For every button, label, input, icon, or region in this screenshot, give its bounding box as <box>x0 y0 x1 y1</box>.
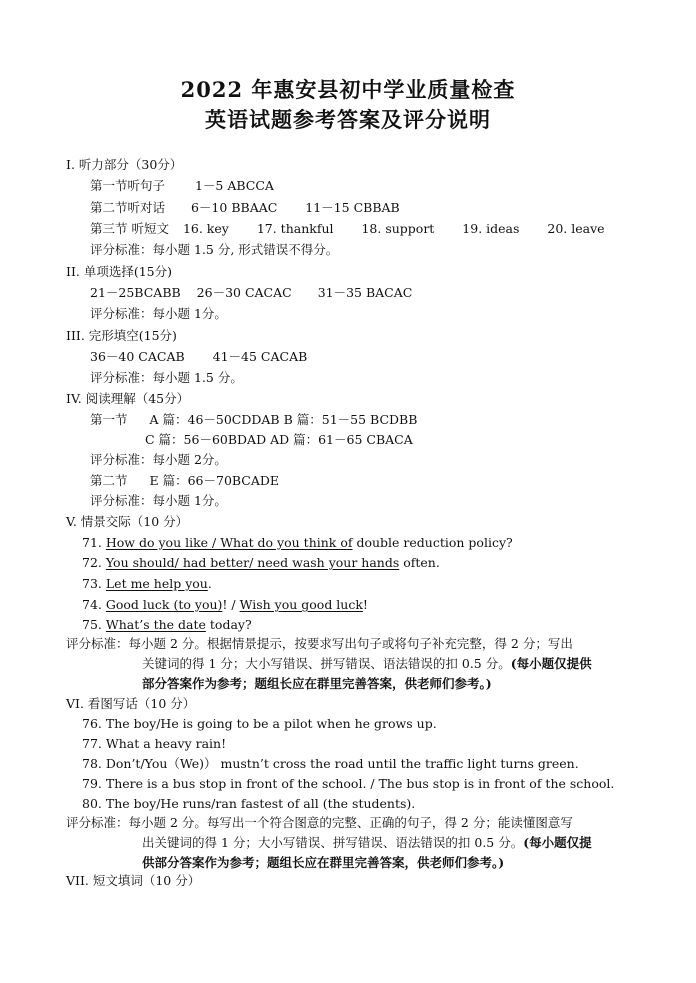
answer-text: 26－30 CACAC <box>196 285 292 300</box>
list-item: 72. You should/ had better/ need wash your hands often. <box>82 555 440 570</box>
list-item: 77. What a heavy rain! <box>82 736 227 751</box>
answer-row <box>90 349 307 365</box>
answer-text: 31－35 BACAC <box>317 285 413 300</box>
answer-row <box>90 473 279 489</box>
list-item: 80. The boy/He runs/ran fastest of all (the students). <box>82 796 416 811</box>
list-item: 74. Good luck (to you)! / Wish you good luck! <box>82 597 368 612</box>
answer-row <box>90 178 274 194</box>
answer-text: 21－25BCABB <box>90 285 181 300</box>
part-label: 第一节 <box>90 412 128 427</box>
section-heading: III. 完形填空(15分) <box>66 328 177 343</box>
list-item: 79. There is a bus stop in front of the school. / The bus stop is in front of the school. <box>82 776 615 791</box>
answer-underlined: What’s the date <box>105 617 206 632</box>
scoring-criteria: 评分标准：每小题 2 分。每写出一个符合图意的完整、正确的句子，得 2 分；能读懂图意写 出关键词的得 1 分；大小写错误、拼写错误、语法错误的扣 0.5 分。(每小题仅提 供部分答案作为参考；题组长应在群里完善答案，供老师们参考。) <box>66 815 592 870</box>
answer-underlined: Let me help you <box>105 576 208 591</box>
list-item: 78. Don’t/You（We)） mustn’t cross the road until the traffic light turns green. <box>82 756 579 771</box>
answer-text: 41－45 CACAB <box>212 349 308 364</box>
document-subtitle: 英语试题参考答案及评分说明 <box>205 107 491 132</box>
section-heading: V. 情景交际（10 分） <box>66 514 189 529</box>
answer-underlined: How do you like / What do you think of <box>105 535 353 550</box>
answer-text: 18. support <box>361 221 435 236</box>
scoring-criteria: 评分标准：每小题 2分。 <box>90 452 227 467</box>
answer-text: 20. leave <box>547 221 605 236</box>
list-item: 73. Let me help you. <box>82 576 212 591</box>
answer-text: 17. thankful <box>256 221 334 236</box>
scoring-criteria: 评分标准：每小题 1分。 <box>90 306 227 321</box>
answer-row <box>90 221 605 237</box>
list-item: 71. How do you like / What do you think of double reduction policy? <box>82 535 513 550</box>
answer-text: A 篇：46－50CDDAB B 篇：51－55 BCDBB <box>149 412 418 427</box>
section-heading: VI. 看图写话（10 分） <box>66 696 196 711</box>
answer-underlined: Wish you good luck <box>239 597 363 612</box>
answer-text: 11－15 CBBAB <box>305 200 400 215</box>
section-heading: II. 单项选择(15分) <box>66 264 172 279</box>
section-heading: IV. 阅读理解（45分） <box>66 391 190 406</box>
answer-row: C 篇：56－60BDAD AD 篇：61－65 CBACA <box>145 432 413 447</box>
answer-underlined: Good luck (to you) <box>105 597 223 612</box>
part-label: 第三节 听短文 <box>90 221 169 236</box>
answer-row <box>90 285 412 301</box>
answer-text: E 篇：66－70BCADE <box>149 473 280 488</box>
document-title: 2022 年惠安县初中学业质量检查 <box>180 77 516 102</box>
part-label: 第一节听句子 <box>90 178 166 193</box>
scoring-criteria: 评分标准：每小题 1.5 分, 形式错误不得分。 <box>90 242 339 257</box>
answer-underlined: You should/ had better/ need wash your hands <box>105 555 400 570</box>
answer-text: 36－40 CACAB <box>90 349 185 364</box>
answer-text: 6－10 BBAAC <box>190 200 278 215</box>
section-heading: VII. 短文填词（10 分） <box>66 873 201 888</box>
scoring-criteria: 评分标准：每小题 1分。 <box>90 493 227 508</box>
answer-row <box>90 200 400 216</box>
list-item: 75. What’s the date today? <box>82 617 252 632</box>
part-label: 第二节 <box>90 473 128 488</box>
list-item: 76. The boy/He is going to be a pilot when he grows up. <box>82 716 437 731</box>
answer-row <box>90 412 417 428</box>
answer-text: 16. key <box>182 221 229 236</box>
scoring-criteria: 评分标准：每小题 2 分。根据情景提示，按要求写出句子或将句子补充完整，得 2 分；写出 关键词的得 1 分；大小写错误、拼写错误、语法错误的扣 0.5 分。(每小题仅提供 部分答案作为参考；题组长应在群里完善答案，供老师们参考。) <box>66 636 592 691</box>
section-heading: I. 听力部分（30分） <box>66 157 183 172</box>
scoring-criteria: 评分标准：每小题 1.5 分。 <box>90 370 243 385</box>
answer-text: 19. ideas <box>462 221 520 236</box>
part-label: 第二节听对话 <box>90 200 166 215</box>
answer-text: 1－5 ABCCA <box>194 178 274 193</box>
